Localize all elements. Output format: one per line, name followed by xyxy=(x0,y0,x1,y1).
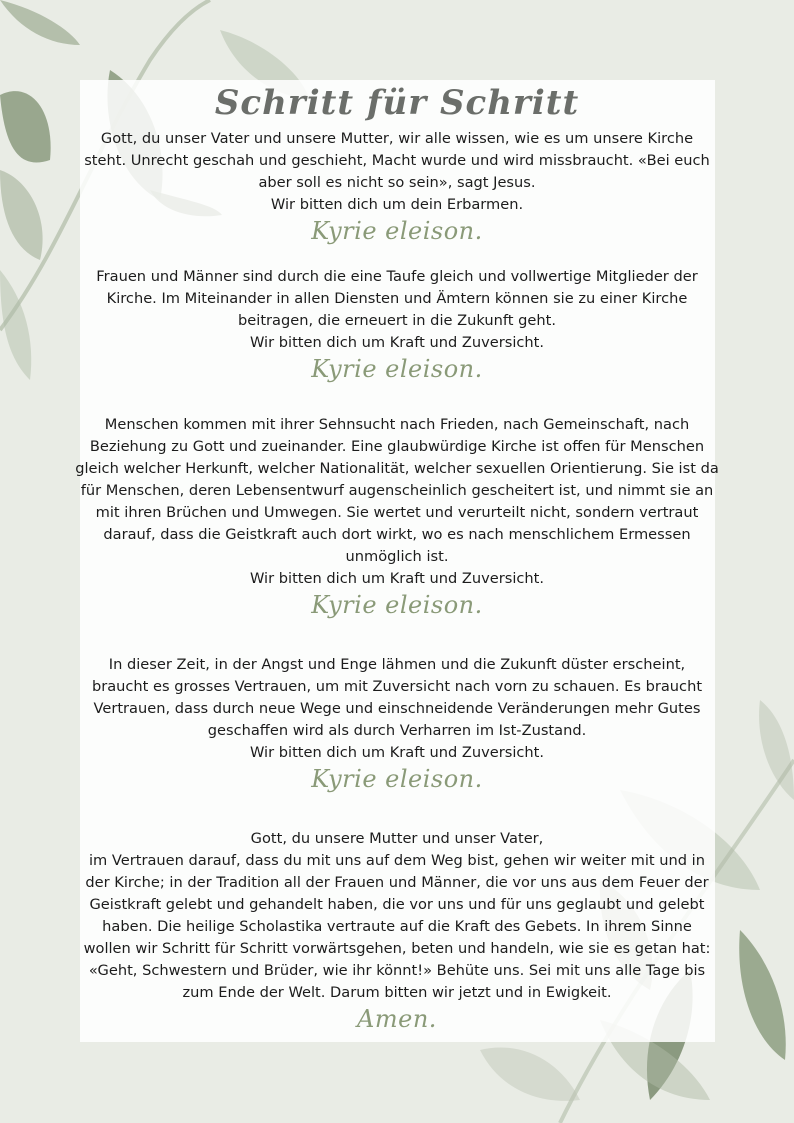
prayer-paragraph xyxy=(70,128,724,216)
paragraph-line: Wir bitten dich um Kraft und Zuversicht. xyxy=(249,570,545,587)
paragraph-line: Kirche. Im Miteinander in allen Diensten und Ämtern können sie zu einer Kirche xyxy=(106,290,688,307)
paragraph-line: Wir bitten dich um Kraft und Zuversicht. xyxy=(249,334,545,351)
kyrie-response: Kyrie eleison. xyxy=(311,591,483,619)
paragraph-line: beitragen, die erneuert in die Zukunft geht. xyxy=(238,312,556,329)
paragraph-line: Beziehung zu Gott und zueinander. Eine glaubwürdige Kirche ist offen für Menschen xyxy=(89,438,705,455)
paragraph-line: zum Ende der Welt. Darum bitten wir jetzt und in Ewigkeit. xyxy=(182,984,612,1001)
paragraph-line: Menschen kommen mit ihrer Sehnsucht nach Frieden, nach Gemeinschaft, nach xyxy=(104,416,690,433)
paragraph-line: Wir bitten dich um dein Erbarmen. xyxy=(270,196,524,213)
paragraph-line: aber soll es nicht so sein», sagt Jesus. xyxy=(258,174,536,191)
prayer-content xyxy=(70,82,724,1034)
paragraph-line: wollen wir Schritt für Schritt vorwärtsgehen, beten und handeln, wie sie es getan hat: xyxy=(83,940,711,957)
paragraph-line: der Kirche; in der Tradition all der Frauen und Männer, die vor uns aus dem Feuer der xyxy=(85,874,709,891)
paragraph-line: Geistkraft gelebt und gehandelt haben, die vor uns und für uns geglaubt und gelebt xyxy=(89,896,705,913)
paragraph-line: im Vertrauen darauf, dass du mit uns auf dem Weg bist, gehen wir weiter mit und in xyxy=(89,852,705,869)
paragraph-line: mit ihren Brüchen und Umwegen. Sie wertet und verurteilt nicht, sondern vertraut xyxy=(95,504,699,521)
paragraph-line: haben. Die heilige Scholastika vertraute auf die Kraft des Gebets. In ihrem Sinne xyxy=(102,918,692,935)
paragraph-line: braucht es grosses Vertrauen, um mit Zuversicht nach vorn zu schauen. Es braucht xyxy=(91,678,703,695)
paragraph-line: Vertrauen, dass durch neue Wege und einschneidende Veränderungen mehr Gutes xyxy=(93,700,701,717)
paragraph-line: «Geht, Schwestern und Brüder, wie ihr könnt!» Behüte uns. Sei mit uns alle Tage bis xyxy=(88,962,706,979)
amen-response: Amen. xyxy=(357,1005,437,1033)
paragraph-line: Wir bitten dich um Kraft und Zuversicht. xyxy=(249,744,545,761)
paragraph-line: geschaffen wird als durch Verharren im Ist-Zustand. xyxy=(207,722,587,739)
prayer-paragraph xyxy=(70,266,724,354)
page-title: Schritt für Schritt xyxy=(214,83,580,123)
kyrie-response: Kyrie eleison. xyxy=(311,217,483,245)
paragraph-line: Frauen und Männer sind durch die eine Taufe gleich und vollwertige Mitglieder der xyxy=(96,268,698,285)
kyrie-response: Kyrie eleison. xyxy=(311,355,483,383)
paragraph-line: Gott, du unser Vater und unsere Mutter, wir alle wissen, wie es um unsere Kirche xyxy=(100,130,694,147)
paragraph-line: steht. Unrecht geschah und geschieht, Macht wurde und wird missbraucht. «Bei euch xyxy=(84,152,710,169)
prayer-paragraph xyxy=(70,654,724,764)
prayer-paragraph xyxy=(70,828,724,1004)
prayer-paragraph xyxy=(70,414,724,590)
paragraph-line: In dieser Zeit, in der Angst und Enge lähmen und die Zukunft düster erscheint, xyxy=(108,656,686,673)
paragraph-line: Gott, du unsere Mutter und unser Vater, xyxy=(250,830,544,847)
kyrie-response: Kyrie eleison. xyxy=(311,765,483,793)
paragraph-line: darauf, dass die Geistkraft auch dort wirkt, wo es nach menschlichem Ermessen xyxy=(103,526,691,543)
paragraph-line: unmöglich ist. xyxy=(345,548,449,565)
paragraph-line: für Menschen, deren Lebensentwurf augenscheinlich gescheitert ist, und nimmt sie an xyxy=(80,482,714,499)
paragraph-line: gleich welcher Herkunft, welcher Nationalität, welcher sexuellen Orientierung. Sie ist da xyxy=(75,460,719,477)
